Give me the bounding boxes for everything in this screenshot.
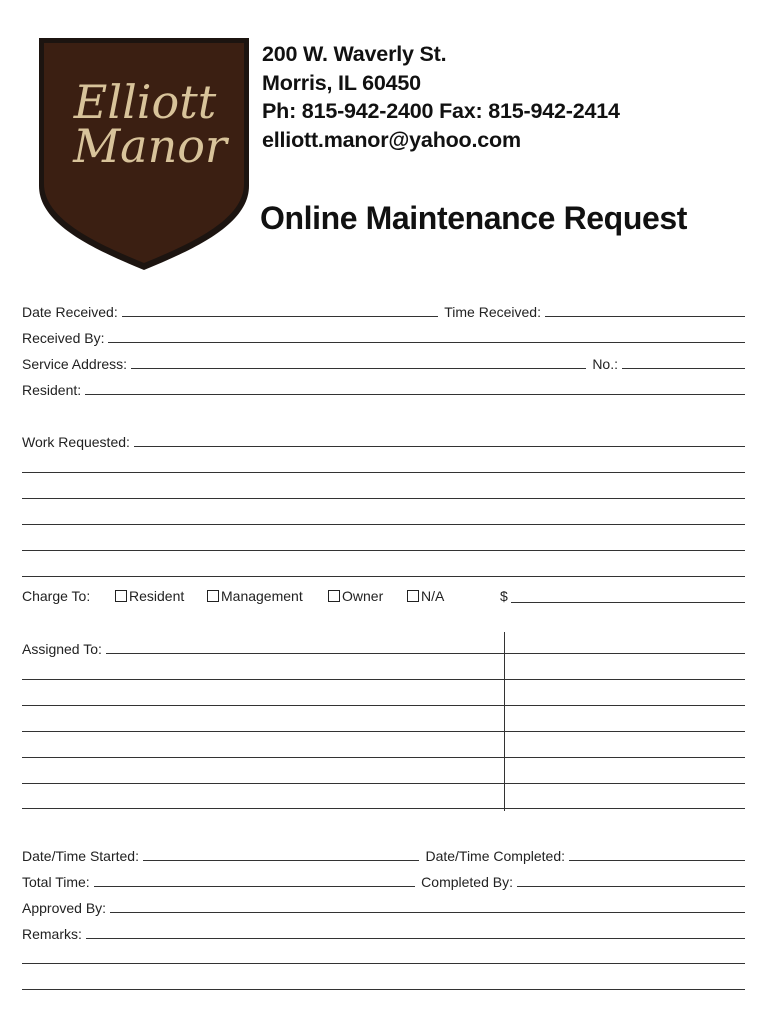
date-time-completed-label: Date/Time Completed: — [425, 848, 565, 864]
management-checkbox[interactable] — [207, 590, 219, 602]
work-requested-field[interactable] — [134, 446, 745, 447]
completed-by-field[interactable] — [517, 886, 745, 887]
management-option-label: Management — [221, 588, 303, 604]
date-received-field[interactable] — [122, 316, 439, 317]
charge-na-option[interactable] — [407, 588, 444, 604]
completed-by-label: Completed By: — [421, 874, 513, 890]
phone-fax: Ph: 815-942-2400 Fax: 815-942-2414 — [262, 99, 620, 123]
work-requested-line[interactable] — [22, 524, 745, 525]
resident-field[interactable] — [85, 394, 745, 395]
charge-amount-field[interactable] — [511, 602, 745, 603]
date-time-completed-field[interactable] — [569, 860, 745, 861]
address-city: Morris, IL 60450 — [262, 70, 421, 95]
assigned-to-label: Assigned To: — [22, 641, 102, 657]
logo-text-manor: Manor — [73, 119, 227, 173]
date-time-started-field[interactable] — [143, 860, 419, 861]
approved-by-field[interactable] — [110, 912, 745, 913]
charge-to-row — [22, 587, 745, 607]
row-date-time-received — [22, 300, 745, 320]
elliott-manor-logo — [35, 34, 253, 272]
charge-resident-option[interactable] — [115, 588, 184, 604]
assigned-to-line[interactable] — [22, 705, 745, 706]
na-option-label: N/A — [421, 588, 445, 604]
remarks-line[interactable] — [22, 963, 745, 964]
row-date-time-started-completed — [22, 844, 745, 864]
received-by-label: Received By: — [22, 330, 105, 346]
resident-checkbox[interactable] — [115, 590, 127, 602]
logo-text-elliott: Elliott — [73, 75, 217, 129]
assigned-to-column-divider — [504, 632, 505, 811]
remarks-label: Remarks: — [22, 926, 82, 942]
row-service-address — [22, 352, 745, 372]
assigned-to-line[interactable] — [22, 783, 745, 784]
date-time-started-label: Date/Time Started: — [22, 848, 139, 864]
row-approved-by — [22, 896, 745, 916]
row-resident — [22, 378, 745, 398]
row-total-time-completed-by — [22, 870, 745, 890]
remarks-line[interactable] — [22, 989, 745, 990]
time-received-label: Time Received: — [444, 304, 541, 320]
received-by-field[interactable] — [108, 342, 745, 343]
service-address-field[interactable] — [131, 368, 586, 369]
time-received-field[interactable] — [545, 316, 745, 317]
work-requested-line[interactable] — [22, 498, 745, 499]
unit-no-label: No.: — [592, 356, 618, 372]
charge-management-option[interactable] — [207, 588, 303, 604]
unit-no-field[interactable] — [622, 368, 745, 369]
row-received-by — [22, 326, 745, 346]
remarks-field[interactable] — [86, 938, 745, 939]
charge-to-label: Charge To: — [22, 588, 91, 604]
contact-info — [262, 40, 620, 154]
assigned-to-line[interactable] — [22, 757, 745, 758]
approved-by-label: Approved By: — [22, 900, 107, 916]
row-remarks — [22, 922, 745, 942]
date-received-label: Date Received: — [22, 304, 118, 320]
charge-owner-option[interactable] — [328, 588, 383, 604]
total-time-label: Total Time: — [22, 874, 90, 890]
work-requested-line[interactable] — [22, 550, 745, 551]
work-requested-line[interactable] — [22, 472, 745, 473]
assigned-to-line[interactable] — [22, 731, 745, 732]
assigned-to-line[interactable] — [22, 679, 745, 680]
address-street: 200 W. Waverly St. — [262, 42, 447, 66]
row-work-requested — [22, 430, 745, 450]
assigned-to-line[interactable] — [22, 808, 745, 809]
work-requested-line[interactable] — [22, 576, 745, 577]
owner-option-label: Owner — [342, 588, 384, 604]
resident-label: Resident: — [22, 382, 82, 398]
email-address: elliott.manor@yahoo.com — [262, 127, 521, 152]
dollar-sign: $ — [500, 588, 508, 604]
resident-option-label: Resident — [129, 588, 185, 604]
work-requested-label: Work Requested: — [22, 434, 130, 450]
service-address-label: Service Address: — [22, 356, 128, 372]
total-time-field[interactable] — [94, 886, 415, 887]
form-title: Online Maintenance Request — [260, 200, 688, 236]
row-assigned-to — [22, 637, 745, 657]
na-checkbox[interactable] — [407, 590, 419, 602]
assigned-to-field[interactable] — [106, 653, 745, 654]
owner-checkbox[interactable] — [328, 590, 340, 602]
